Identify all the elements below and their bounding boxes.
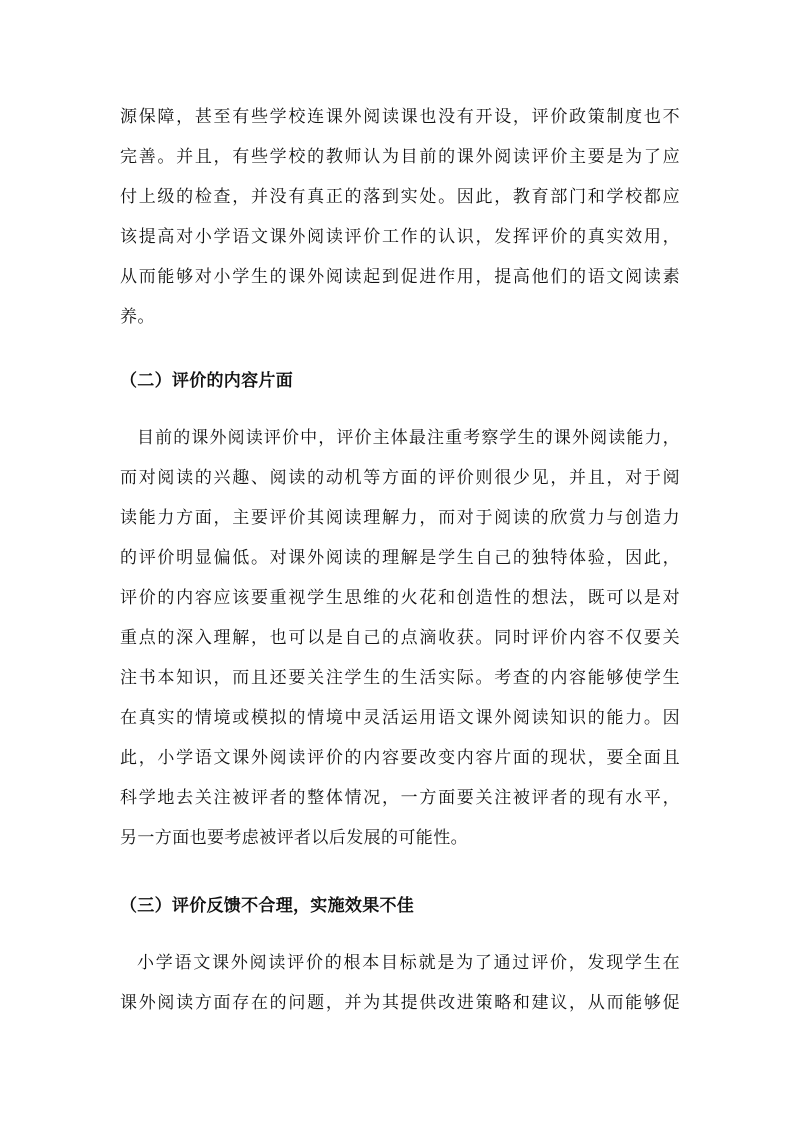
paragraph-line: 的评价明显偏低。对课外阅读的理解是学生自己的独特体验，因此， (120, 548, 680, 568)
paragraph-line: 评价的内容应该要重视学生思维的火花和创造性的想法，既可以是对 (120, 588, 680, 608)
paragraph-line: 养。 (120, 307, 155, 327)
section-heading-2 (120, 361, 680, 401)
paragraph-line: 而对阅读的兴趣、阅读的动机等方面的评价则很少见，并且，对于阅 (120, 468, 680, 488)
paragraph-line: 课外阅读方面存在的问题，并为其提供改进策略和建议，从而能够促 (120, 993, 680, 1013)
paragraph-line: 付上级的检查，并没有真正的落到实处。因此，教育部门和学校都应 (120, 187, 680, 207)
paragraph-line: 另一方面也要考虑被评者以后发展的可能性。 (120, 828, 468, 848)
paragraph-line: 完善。并且，有些学校的教师认为目前的课外阅读评价主要是为了应 (120, 147, 680, 167)
paragraph-line: 此，小学语文课外阅读评价的内容要改变内容片面的现状，要全面且 (120, 748, 680, 768)
paragraph-line: 科学地去关注被评者的整体情况，一方面要关注被评者的现有水平， (120, 788, 680, 808)
paragraph-line: 在真实的情境或模拟的情境中灵活运用语文课外阅读知识的能力。因 (120, 708, 680, 728)
paragraph-line: 读能力方面，主要评价其阅读理解力，而对于阅读的欣赏力与创造力 (120, 508, 680, 528)
paragraph-line: 从而能够对小学生的课外阅读起到促进作用，提高他们的语文阅读素 (120, 267, 680, 287)
section-heading: （三）评价反馈不合理，实施效果不佳 (120, 896, 415, 916)
paragraph-line: 重点的深入理解，也可以是自己的点滴收获。同时评价内容不仅要关 (120, 628, 680, 648)
paragraph-2 (120, 418, 680, 858)
paragraph-line: 注书本知识，而且还要关注学生的生活实际。考查的内容能够使学生 (120, 668, 680, 688)
paragraph-3 (120, 943, 680, 1023)
paragraph-1 (120, 97, 680, 337)
paragraph-line: 目前的课外阅读评价中，评价主体最注重考察学生的课外阅读能力， (137, 428, 680, 448)
paragraph-line: 源保障，甚至有些学校连课外阅读课也没有开设，评价政策制度也不 (120, 107, 680, 127)
paragraph-line: 该提高对小学语文课外阅读评价工作的认识，发挥评价的真实效用， (120, 227, 680, 247)
paragraph-line: 小学语文课外阅读评价的根本目标就是为了通过评价，发现学生在 (137, 953, 680, 973)
section-heading: （二）评价的内容片面 (120, 371, 293, 391)
section-heading-3 (120, 886, 680, 926)
